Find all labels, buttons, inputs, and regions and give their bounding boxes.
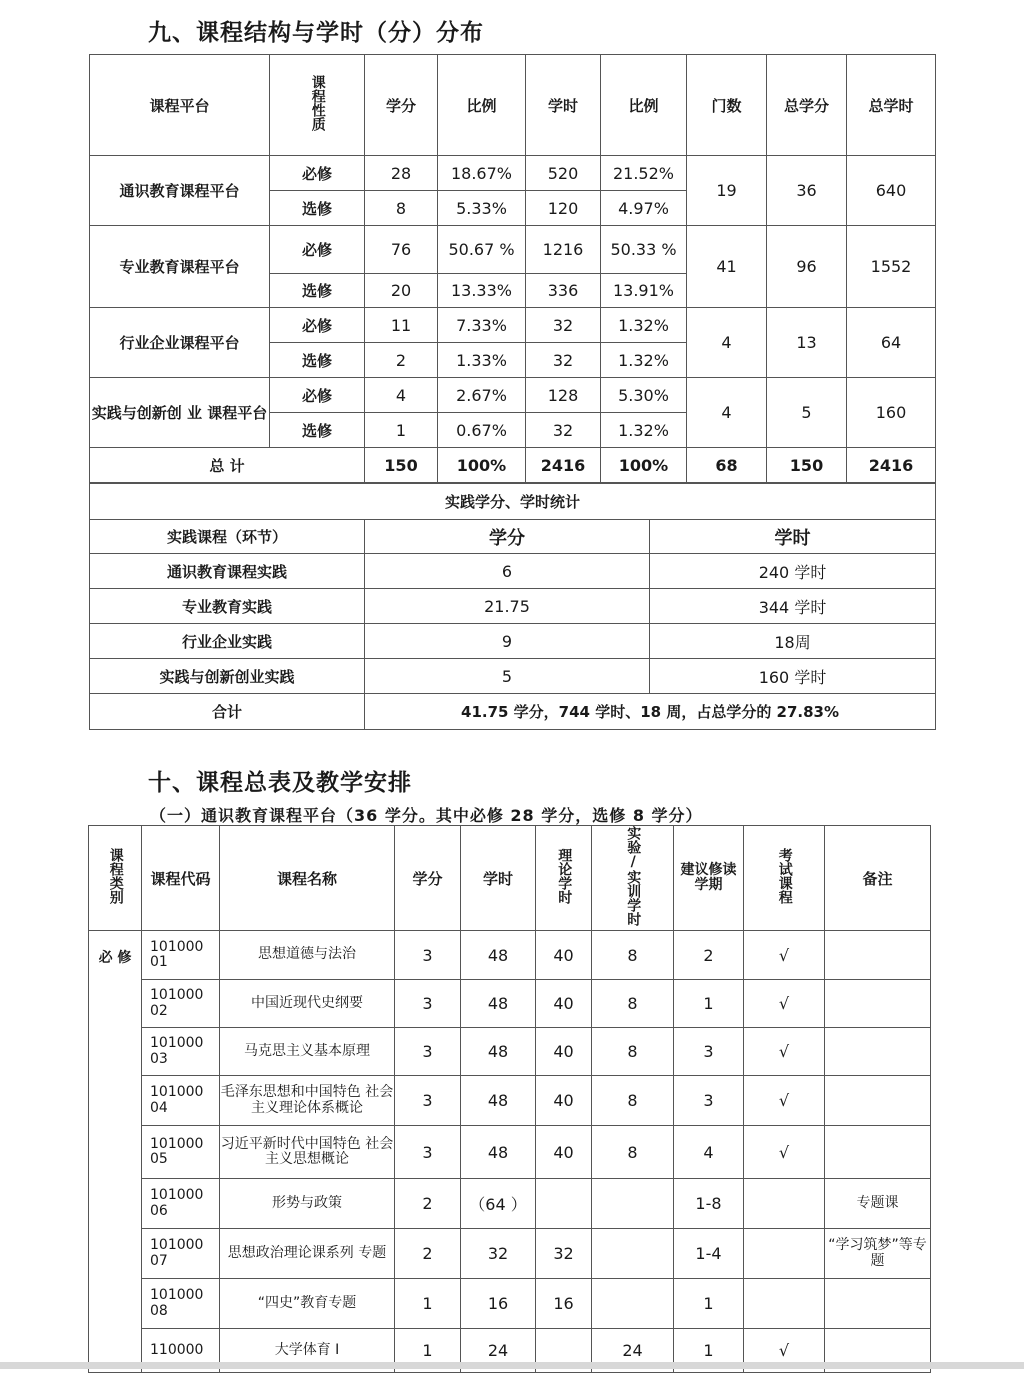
header-practice-hours: 学时 — [650, 520, 936, 554]
header-credits: 学分 — [365, 55, 438, 156]
table-row — [90, 308, 936, 343]
credit-ratio-cell: 18.67% — [438, 156, 526, 191]
course-hours: 16 — [461, 1279, 536, 1329]
course-theory: 40 — [536, 1076, 592, 1126]
platform-name: 行业企业课程平台 — [90, 308, 270, 378]
course-lab: 8 — [592, 1126, 674, 1179]
course-hours: 24 — [461, 1329, 536, 1373]
course-name: 形势与政策 — [220, 1179, 395, 1229]
hour-ratio-cell: 1.32% — [601, 308, 687, 343]
credits-cell: 11 — [365, 308, 438, 343]
header-hours: 学时 — [461, 826, 536, 931]
credit-ratio-cell: 50.67 % — [438, 226, 526, 274]
course-name: 大学体育 Ⅰ — [220, 1329, 395, 1373]
hours-cell: 32 — [526, 413, 601, 448]
practice-credits: 21.75 — [365, 589, 650, 624]
course-hours: 48 — [461, 1028, 536, 1076]
practice-credits: 5 — [365, 659, 650, 694]
section-subtitle: （一）通识教育课程平台（36 学分。其中必修 28 学分，选修 8 学分） — [150, 806, 703, 825]
course-theory: 32 — [536, 1229, 592, 1279]
course-remark: 专题课 — [825, 1179, 931, 1229]
table-row — [89, 1028, 931, 1076]
practice-summary-label: 合计 — [90, 694, 365, 730]
course-code: 101000 08 — [142, 1279, 220, 1329]
header-category-label: 课程类别 — [107, 848, 124, 904]
course-exam: √ — [744, 931, 825, 980]
course-name: 马克思主义基本原理 — [220, 1028, 395, 1076]
course-name: 习近平新时代中国特色 社会主义思想概论 — [220, 1126, 395, 1179]
course-code: 110000 — [142, 1329, 220, 1373]
course-name: 毛泽东思想和中国特色 社会主义理论体系概论 — [220, 1076, 395, 1126]
header-practice-credits: 学分 — [365, 520, 650, 554]
course-credits: 1 — [395, 1329, 461, 1373]
course-lab: 8 — [592, 980, 674, 1028]
course-hours: 32 — [461, 1229, 536, 1279]
course-theory: 16 — [536, 1279, 592, 1329]
section-title-10: 十、课程总表及教学安排 — [148, 770, 412, 796]
course-semester: 1 — [674, 980, 744, 1028]
course-code: 101000 04 — [142, 1076, 220, 1126]
credits-cell: 8 — [365, 191, 438, 226]
header-count: 门数 — [687, 55, 767, 156]
practice-hours: 344 学时 — [650, 589, 936, 624]
total-hours-cell: 1552 — [847, 226, 936, 308]
table-row — [90, 156, 936, 191]
header-remark: 备注 — [825, 826, 931, 931]
header-hours: 学时 — [526, 55, 601, 156]
course-theory: 40 — [536, 980, 592, 1028]
hour-ratio-cell: 4.97% — [601, 191, 687, 226]
table-row — [89, 1076, 931, 1126]
course-lab — [592, 1229, 674, 1279]
header-credit-ratio: 比例 — [438, 55, 526, 156]
total-count: 68 — [687, 448, 767, 483]
count-cell: 4 — [687, 308, 767, 378]
course-code: 101000 05 — [142, 1126, 220, 1179]
course-exam: √ — [744, 1126, 825, 1179]
course-semester: 4 — [674, 1126, 744, 1179]
table-row — [90, 589, 936, 624]
course-nature: 必修 — [270, 226, 365, 274]
course-remark: “学习筑梦”等专题 — [825, 1229, 931, 1279]
header-total-credits: 总学分 — [767, 55, 847, 156]
course-name: 思想政治理论课系列 专题 — [220, 1229, 395, 1279]
course-lab — [592, 1279, 674, 1329]
course-remark — [825, 980, 931, 1028]
practice-title-row — [90, 484, 936, 520]
total-hour-ratio: 100% — [601, 448, 687, 483]
credits-cell: 28 — [365, 156, 438, 191]
platform-name: 专业教育课程平台 — [90, 226, 270, 308]
course-name: 中国近现代史纲要 — [220, 980, 395, 1028]
header-platform: 课程平台 — [90, 55, 270, 156]
table-row — [89, 1126, 931, 1179]
course-semester: 1-8 — [674, 1179, 744, 1229]
total-hours-cell: 160 — [847, 378, 936, 448]
credit-ratio-cell: 0.67% — [438, 413, 526, 448]
hours-cell: 520 — [526, 156, 601, 191]
course-code: 101000 07 — [142, 1229, 220, 1279]
credit-ratio-cell: 1.33% — [438, 343, 526, 378]
hour-ratio-cell: 50.33 % — [601, 226, 687, 274]
hours-cell: 120 — [526, 191, 601, 226]
header-practice-course: 实践课程（环节） — [90, 520, 365, 554]
hour-ratio-cell: 5.30% — [601, 378, 687, 413]
practice-hours: 160 学时 — [650, 659, 936, 694]
course-structure-table — [89, 54, 936, 483]
course-hours: 48 — [461, 931, 536, 980]
table-row — [89, 931, 931, 980]
course-credits: 3 — [395, 931, 461, 980]
course-credits: 1 — [395, 1279, 461, 1329]
course-remark — [825, 1126, 931, 1179]
course-nature: 必修 — [270, 156, 365, 191]
practice-hours: 18周 — [650, 624, 936, 659]
header-name: 课程名称 — [220, 826, 395, 931]
table-row — [90, 554, 936, 589]
course-credits: 3 — [395, 980, 461, 1028]
practice-table-title: 实践学分、学时统计 — [90, 484, 936, 520]
credits-cell: 20 — [365, 274, 438, 308]
course-hours: （64 ） — [461, 1179, 536, 1229]
header-category — [89, 826, 142, 931]
course-credits: 3 — [395, 1126, 461, 1179]
total-credits-cell: 96 — [767, 226, 847, 308]
practice-course: 行业企业实践 — [90, 624, 365, 659]
header-nature-label: 课程性质 — [309, 75, 326, 131]
course-exam: √ — [744, 1076, 825, 1126]
course-code: 101000 01 — [142, 931, 220, 980]
total-credit-ratio: 100% — [438, 448, 526, 483]
course-semester: 3 — [674, 1076, 744, 1126]
total-hours-cell: 640 — [847, 156, 936, 226]
table-row — [90, 659, 936, 694]
header-total-hours: 总学时 — [847, 55, 936, 156]
course-exam: √ — [744, 1329, 825, 1373]
hours-cell: 1216 — [526, 226, 601, 274]
table-row — [89, 980, 931, 1028]
header-hour-ratio: 比例 — [601, 55, 687, 156]
course-semester: 1-4 — [674, 1229, 744, 1279]
course-theory — [536, 1179, 592, 1229]
course-theory: 40 — [536, 1028, 592, 1076]
header-lab — [592, 826, 674, 931]
course-remark — [825, 1279, 931, 1329]
course-credits: 3 — [395, 1076, 461, 1126]
total-credits-cell: 36 — [767, 156, 847, 226]
course-theory: 40 — [536, 931, 592, 980]
hour-ratio-cell: 13.91% — [601, 274, 687, 308]
header-semester: 建议修读学期 — [674, 826, 744, 931]
table-row — [90, 226, 936, 274]
hours-cell: 32 — [526, 343, 601, 378]
header-exam-label: 考试课程 — [776, 848, 793, 904]
table-row — [89, 1279, 931, 1329]
credit-ratio-cell: 7.33% — [438, 308, 526, 343]
total-label: 总 计 — [90, 448, 365, 483]
course-header-row — [89, 826, 931, 931]
course-code: 101000 02 — [142, 980, 220, 1028]
practice-header-row — [90, 520, 936, 554]
count-cell: 4 — [687, 378, 767, 448]
course-exam: √ — [744, 1028, 825, 1076]
course-credits: 3 — [395, 1028, 461, 1076]
practice-course: 实践与创新创业实践 — [90, 659, 365, 694]
course-nature: 必修 — [270, 308, 365, 343]
course-name: “四史”教育专题 — [220, 1279, 395, 1329]
hour-ratio-cell: 21.52% — [601, 156, 687, 191]
practice-course: 通识教育课程实践 — [90, 554, 365, 589]
course-hours: 48 — [461, 980, 536, 1028]
course-remark — [825, 1028, 931, 1076]
practice-course: 专业教育实践 — [90, 589, 365, 624]
course-code: 101000 03 — [142, 1028, 220, 1076]
course-name: 思想道德与法治 — [220, 931, 395, 980]
total-hours: 2416 — [526, 448, 601, 483]
hours-cell: 128 — [526, 378, 601, 413]
course-list-table — [88, 825, 931, 1373]
course-theory: 40 — [536, 1126, 592, 1179]
practice-summary-value: 41.75 学分，744 学时、18 周，占总学分的 27.83% — [365, 694, 936, 730]
course-exam: √ — [744, 980, 825, 1028]
credit-ratio-cell: 5.33% — [438, 191, 526, 226]
total-credits: 150 — [365, 448, 438, 483]
total-all-hours: 2416 — [847, 448, 936, 483]
hour-ratio-cell: 1.32% — [601, 413, 687, 448]
header-nature — [270, 55, 365, 156]
course-lab: 8 — [592, 1028, 674, 1076]
course-credits: 2 — [395, 1229, 461, 1279]
total-all-credits: 150 — [767, 448, 847, 483]
section-title-9: 九、课程结构与学时（分）分布 — [148, 20, 484, 46]
course-hours: 48 — [461, 1126, 536, 1179]
table-row — [89, 1229, 931, 1279]
course-lab — [592, 1179, 674, 1229]
practice-table — [89, 483, 936, 730]
count-cell: 19 — [687, 156, 767, 226]
hours-cell: 32 — [526, 308, 601, 343]
header-theory-label: 理论学时 — [556, 848, 573, 904]
header-credits: 学分 — [395, 826, 461, 931]
course-semester: 1 — [674, 1279, 744, 1329]
credits-cell: 2 — [365, 343, 438, 378]
practice-summary-row — [90, 694, 936, 730]
course-nature: 选修 — [270, 343, 365, 378]
course-nature: 选修 — [270, 274, 365, 308]
course-remark — [825, 931, 931, 980]
total-credits-cell: 5 — [767, 378, 847, 448]
page-bottom-edge — [0, 1362, 1024, 1369]
header-exam — [744, 826, 825, 931]
header-theory — [536, 826, 592, 931]
course-remark — [825, 1076, 931, 1126]
course-exam — [744, 1179, 825, 1229]
hours-cell: 336 — [526, 274, 601, 308]
hour-ratio-cell: 1.32% — [601, 343, 687, 378]
count-cell: 41 — [687, 226, 767, 308]
platform-name: 实践与创新创 业 课程平台 — [90, 378, 270, 448]
header-code: 课程代码 — [142, 826, 220, 931]
total-hours-cell: 64 — [847, 308, 936, 378]
total-row — [90, 448, 936, 483]
header-lab-label: 实验/实训学时 — [625, 826, 642, 926]
course-semester: 2 — [674, 931, 744, 980]
course-lab: 24 — [592, 1329, 674, 1373]
credits-cell: 76 — [365, 226, 438, 274]
course-nature: 必修 — [270, 378, 365, 413]
course-credits: 2 — [395, 1179, 461, 1229]
course-lab: 8 — [592, 931, 674, 980]
course-semester: 3 — [674, 1028, 744, 1076]
practice-hours: 240 学时 — [650, 554, 936, 589]
course-hours: 48 — [461, 1076, 536, 1126]
header-row — [90, 55, 936, 156]
table-row — [89, 1179, 931, 1229]
practice-credits: 6 — [365, 554, 650, 589]
total-credits-cell: 13 — [767, 308, 847, 378]
course-exam — [744, 1279, 825, 1329]
course-nature: 选修 — [270, 191, 365, 226]
practice-credits: 9 — [365, 624, 650, 659]
credits-cell: 4 — [365, 378, 438, 413]
course-lab: 8 — [592, 1076, 674, 1126]
course-semester: 1 — [674, 1329, 744, 1373]
credit-ratio-cell: 13.33% — [438, 274, 526, 308]
table-row — [90, 378, 936, 413]
credit-ratio-cell: 2.67% — [438, 378, 526, 413]
table-row — [90, 624, 936, 659]
course-code: 101000 06 — [142, 1179, 220, 1229]
platform-name: 通识教育课程平台 — [90, 156, 270, 226]
category-cell: 必 修 — [89, 931, 142, 1373]
credits-cell: 1 — [365, 413, 438, 448]
course-nature: 选修 — [270, 413, 365, 448]
course-exam — [744, 1229, 825, 1279]
